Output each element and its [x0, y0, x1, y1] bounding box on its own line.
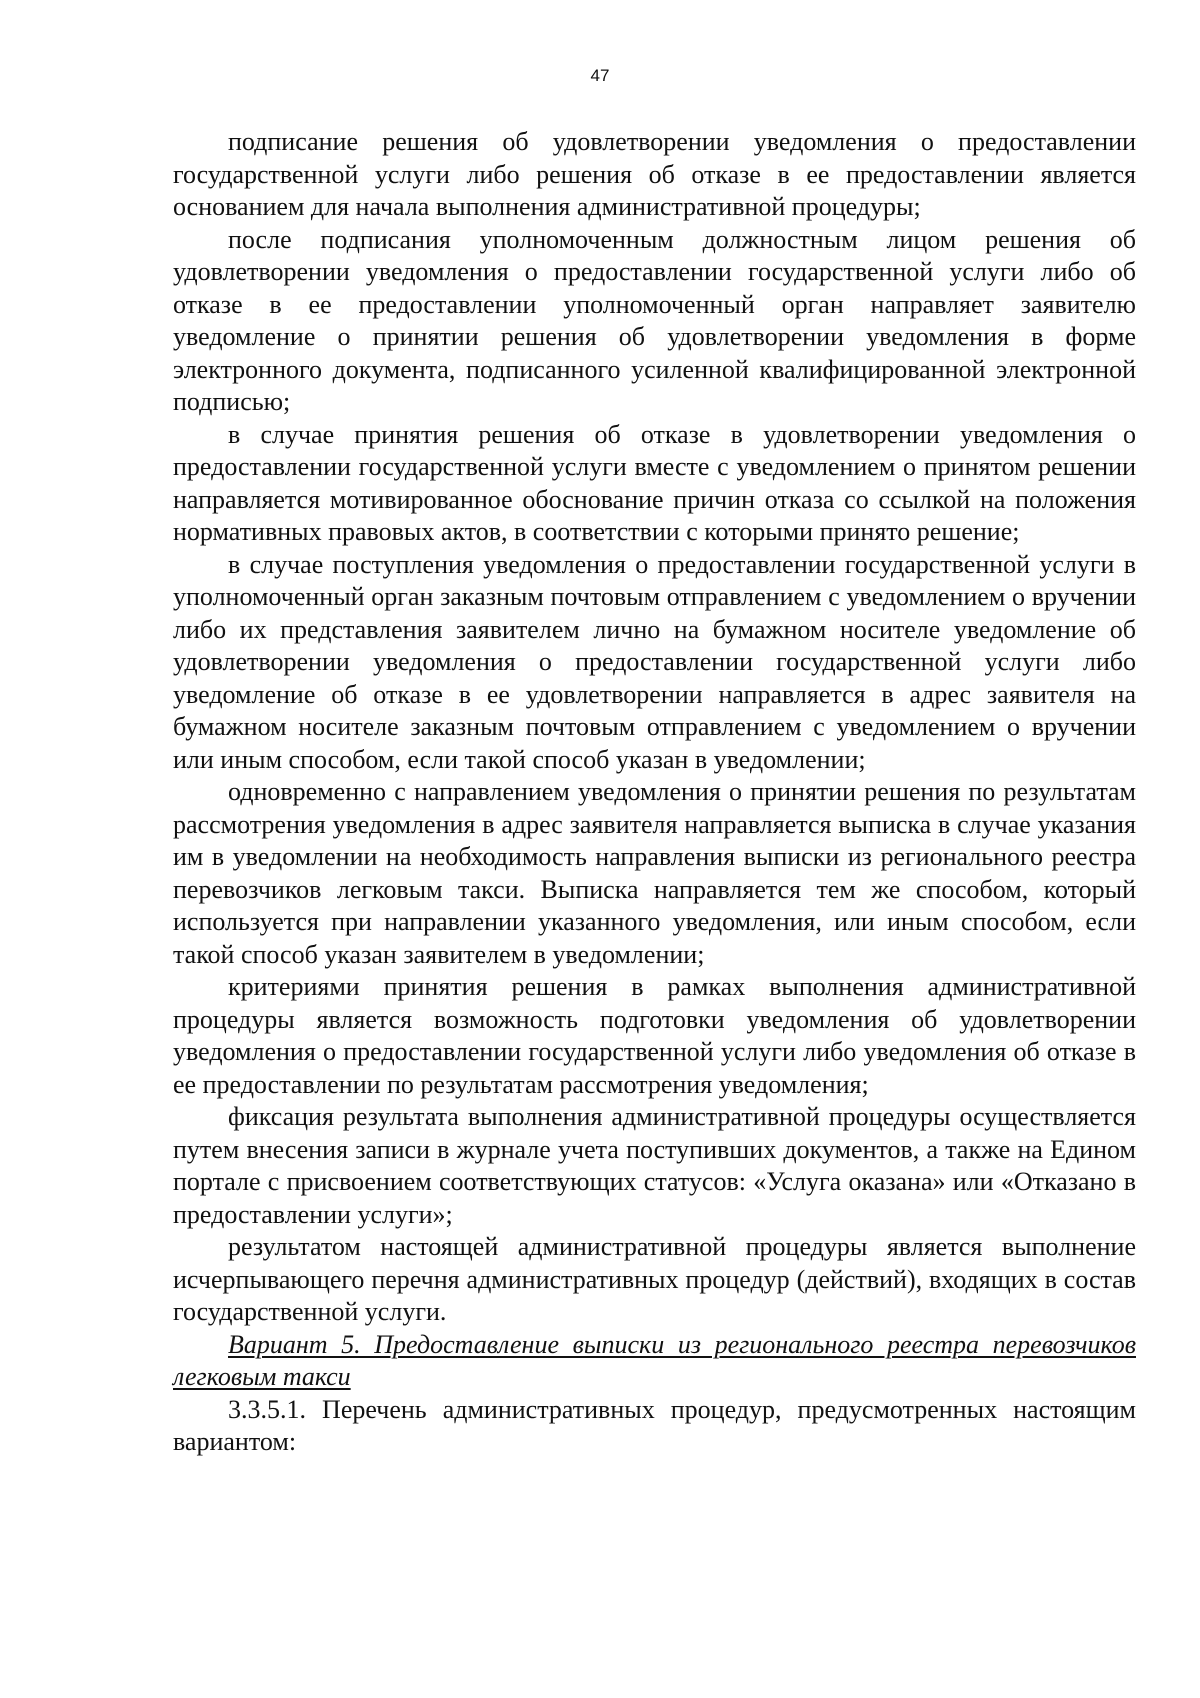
document-body [173, 126, 1136, 1459]
paragraph-postal: в случае поступления уведомления о предоставлении государственной услуги в уполномоченный орган заказным почтовым отправлением с уведомлением о вручении либо их представления заявителем лично на бумажном носителе уведомление об удовлетворении уведомления о предоставлении государственной услуги либо уведомление об отказе в ее удовлетворении направляется в адрес заявителя на бумажном носителе заказным почтовым отправлением с уведомлением о вручении или иным способом, если такой способ указан в уведомлении; [173, 549, 1136, 774]
paragraph-fixation: фиксация результата выполнения административной процедуры осуществляется путем внесения записи в журнале учета поступивших документов, а также на Едином портале с присвоением соответствующих статусов: «Услуга оказана» или «Отказано в предоставлении услуги»; [173, 1102, 1136, 1229]
variant-heading: Вариант 5. Предоставление выписки из регионального реестра перевозчиков легковым такси [173, 1329, 1136, 1391]
paragraph-signing: подписание решения об удовлетворении уведомления о предоставлении государственной услуги либо решения об отказе в ее предоставлении является основанием для начала выполнения административной процедуры; [173, 127, 1136, 221]
paragraph-result: результатом настоящей административной процедуры является выполнение исчерпывающего перечня административных процедур (действий), входящих в состав государственной услуги. [173, 1232, 1136, 1326]
paragraph-after-signing: после подписания уполномоченным должностным лицом решения об удовлетворении уведомления о предоставлении государственной услуги либо об отказе в ее предоставлении уполномоченный орган направляет заявителю уведомление о принятии решения об удовлетворении уведомления в форме электронного документа, подписанного усиленной квалифицированной электронной подписью; [173, 224, 1136, 416]
page-number: 47 [590, 66, 610, 85]
paragraph-criteria: критериями принятия решения в рамках выполнения административной процедуры является возможность подготовки уведомления об удовлетворении уведомления о предоставлении государственной услуги либо уведомления об отказе в ее предоставлении по результатам рассмотрения уведомления; [173, 972, 1136, 1099]
subsection-3-3-5-1: 3.3.5.1. Перечень административных процедур, предусмотренных настоящим вариантом: [173, 1394, 1136, 1456]
variant-heading-paragraph [173, 1329, 1136, 1394]
paragraph-extract: одновременно с направлением уведомления о принятии решения по результатам рассмотрения уведомления в адрес заявителя направляется выписка в случае указания им в уведомлении на необходимость направления выписки из регионального реестра перевозчиков легковым такси. Выписка направляется тем же способом, который используется при направлении указанного уведомления, или иным способом, если такой способ указан заявителем в уведомлении; [173, 777, 1136, 969]
paragraph-refusal: в случае принятия решения об отказе в удовлетворении уведомления о предоставлении государственной услуги вместе с уведомлением о принятом решении направляется мотивированное обоснование причин отказа со ссылкой на положения нормативных правовых актов, в соответствии с которыми принято решение; [173, 419, 1136, 546]
